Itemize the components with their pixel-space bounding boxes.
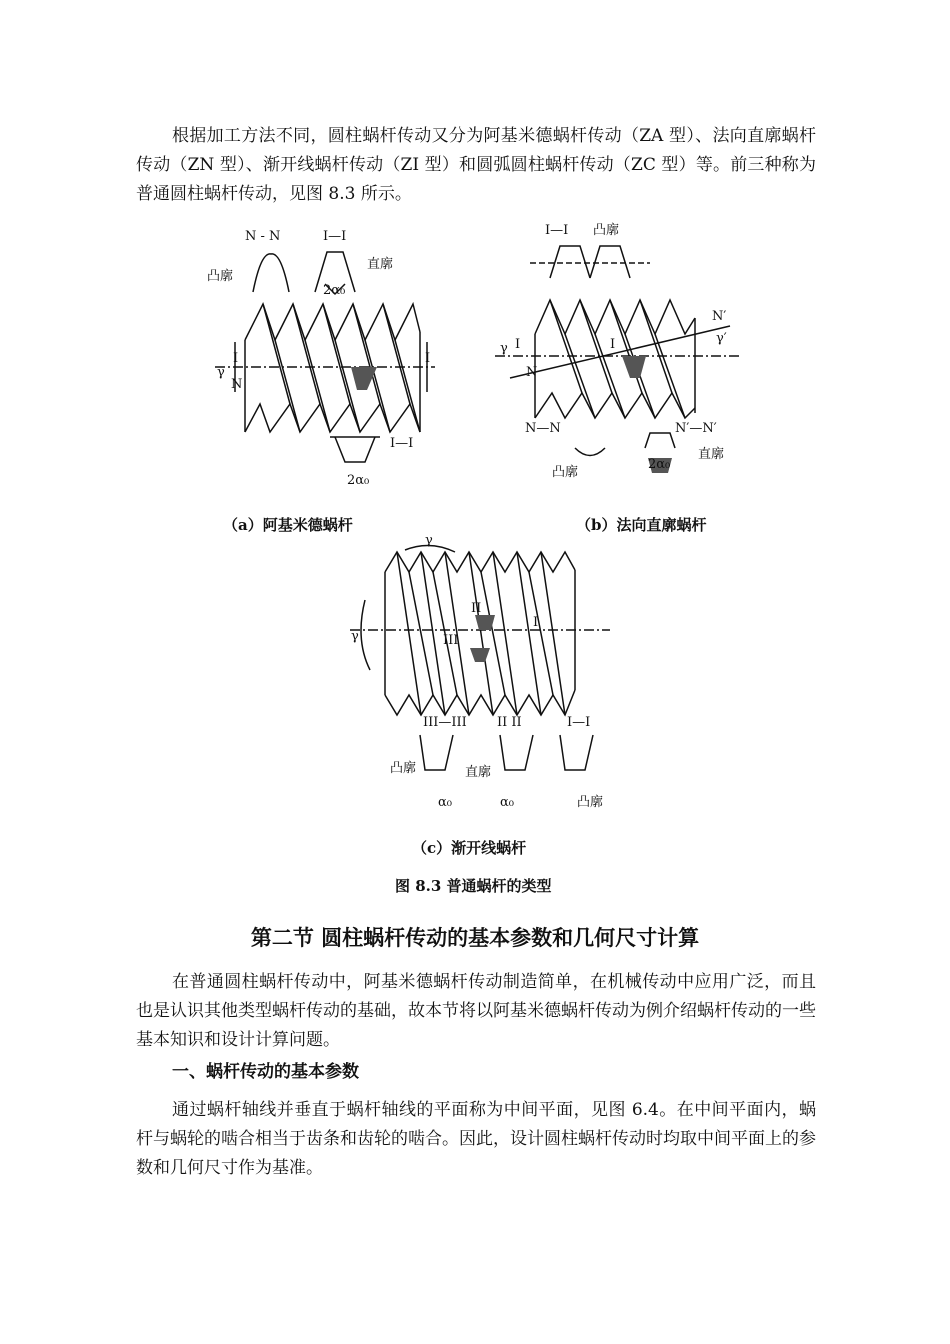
b-i-mid-label: I bbox=[610, 337, 616, 352]
b-gamma-label: γ bbox=[500, 341, 508, 356]
a-angle-bottom-label: 2α₀ bbox=[347, 473, 370, 488]
b-ii-label: I—I bbox=[545, 223, 569, 238]
a-straight-label: 直廓 bbox=[367, 257, 394, 272]
a-ii-bottom-label: I—I bbox=[390, 436, 414, 451]
b-angle-label: 2α₀ bbox=[648, 457, 671, 472]
c-gamma-top-label: γ bbox=[425, 533, 433, 548]
b-i-left-label: I bbox=[515, 337, 521, 352]
figure-c-involute-worm bbox=[335, 530, 625, 815]
a-gamma-label: γ bbox=[217, 365, 225, 380]
section-intro-paragraph: 在普通圆柱蜗杆传动中，阿基米德蜗杆传动制造简单，在机械传动中应用广泛，而且也是认识其他类型蜗杆传动的基础，故本节将以阿基米德蜗杆传动为例介绍蜗杆传动的一些基本知识和设计计算问题。 bbox=[136, 972, 816, 1050]
b-straight-label: 直廓 bbox=[698, 447, 725, 462]
b-nn-prime-label: N′—N′ bbox=[675, 421, 717, 436]
subsection-title: 一、蜗杆传动的基本参数 bbox=[172, 1062, 359, 1082]
b-convex-bottom-label: 凸廓 bbox=[552, 465, 579, 480]
section-title: 第二节 圆柱蜗杆传动的基本参数和几何尺寸计算 bbox=[250, 925, 700, 950]
figure-title: 图 8.3 普通蜗杆的类型 bbox=[395, 877, 552, 895]
b-convex-top-label: 凸廓 bbox=[593, 223, 620, 238]
basic-parameters-paragraph: 通过蜗杆轴线并垂直于蜗杆轴线的平面称为中间平面，见图 6.4。在中间平面内，蜗杆与蜗轮的啮合相当于齿条和齿轮的啮合。因此，设计圆柱蜗杆传动时均取中间平面上的参数和几何尺寸作为基准。 bbox=[136, 1100, 816, 1178]
c-convex-left-label: 凸廓 bbox=[390, 761, 417, 776]
a-n-label: N bbox=[231, 377, 243, 392]
a-angle-top-label: 2α₀ bbox=[323, 283, 346, 298]
c-alpha-right-label: α₀ bbox=[500, 795, 514, 810]
caption-a: （a）阿基米德蜗杆 bbox=[223, 516, 353, 534]
a-i-left-label: I bbox=[233, 351, 239, 366]
b-nn-label: N—N bbox=[525, 421, 561, 436]
b-n-label: N bbox=[526, 365, 538, 380]
figure-a-archimedes-worm bbox=[205, 222, 445, 492]
c-alpha-left-label: α₀ bbox=[438, 795, 452, 810]
a-i-right-label: I bbox=[425, 351, 431, 366]
a-nn-label: N - N bbox=[245, 229, 281, 244]
c-ii-roman-label: II bbox=[471, 601, 482, 616]
b-gamma-prime-label: γ′ bbox=[716, 331, 727, 346]
c-straight-label: 直廓 bbox=[465, 765, 492, 780]
b-n-prime-label: N′ bbox=[712, 309, 727, 324]
intro-paragraph: 根据加工方法不同，圆柱蜗杆传动又分为阿基米德蜗杆传动（ZA 型）、法向直廓蜗杆传动（ZN 型）、渐开线蜗杆传动（ZI 型）和圆弧圆柱蜗杆传动（ZC 型）等。前三种称为普通圆柱蜗杆传动，见图 8.3 所示。 bbox=[136, 126, 816, 204]
caption-b: （b）法向直廓蜗杆 bbox=[576, 516, 707, 534]
c-sec-ii-label: II II bbox=[497, 715, 522, 730]
c-sec-iii-label: III—III bbox=[423, 715, 467, 730]
figure-b-normal-straight-worm bbox=[490, 218, 750, 498]
c-gamma-left-label: γ bbox=[351, 629, 359, 644]
a-convex-label: 凸廓 bbox=[207, 269, 234, 284]
c-iii-roman-label: III bbox=[443, 633, 459, 648]
caption-c: （c）渐开线蜗杆 bbox=[412, 839, 527, 857]
a-ii-top-label: I—I bbox=[323, 229, 347, 244]
c-convex-right-label: 凸廓 bbox=[577, 795, 604, 810]
c-i-roman-label: I bbox=[533, 615, 539, 630]
c-sec-i-label: I—I bbox=[567, 715, 591, 730]
